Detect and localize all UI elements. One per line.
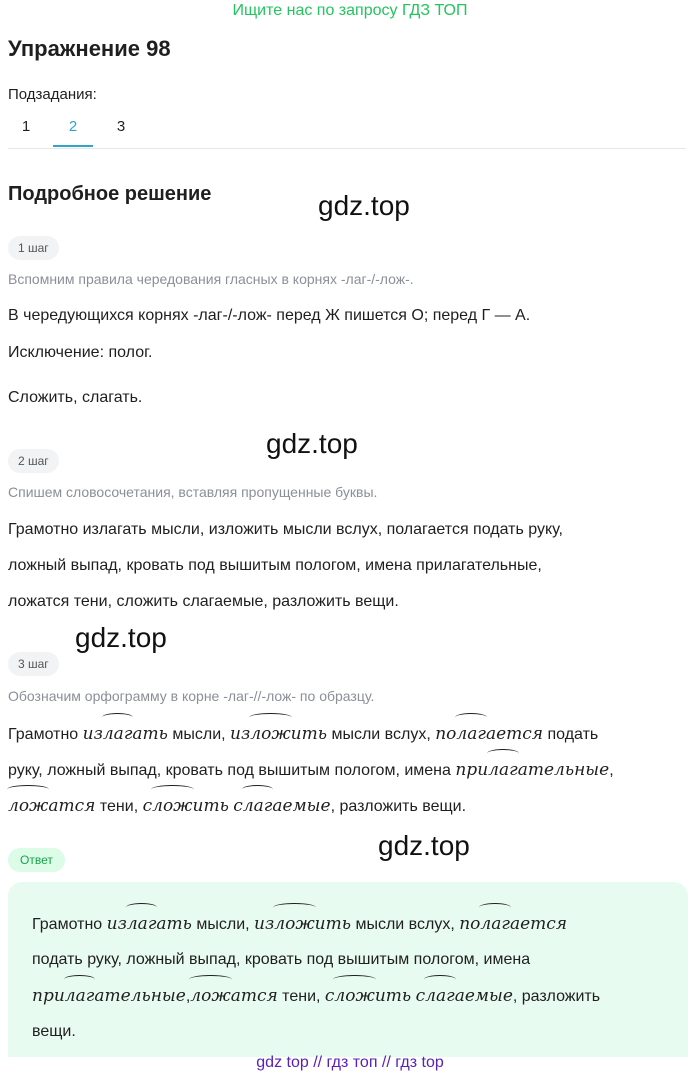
page-title: Упражнение 98 bbox=[8, 36, 171, 61]
morpheme-word: ложатся bbox=[190, 986, 277, 1006]
tab-subtask-1[interactable]: 1 bbox=[21, 118, 31, 135]
step-text: ложатся тени, сложить слагаемые, разложить вещи. bbox=[8, 593, 399, 610]
step-badge: 1 шаг bbox=[8, 236, 59, 260]
morpheme-word: слагаемые bbox=[233, 796, 330, 816]
root-mark: лож bbox=[250, 716, 290, 752]
root-mark: лаг bbox=[425, 978, 455, 1014]
root-mark: лаг bbox=[127, 906, 157, 942]
morpheme-word: прилагательные bbox=[455, 760, 609, 780]
tabs-divider bbox=[8, 148, 686, 149]
active-tab-indicator bbox=[53, 145, 93, 147]
root-mark: лаг bbox=[456, 716, 486, 752]
root-mark: лож bbox=[274, 906, 314, 942]
root-mark: лаг bbox=[65, 978, 95, 1014]
step-text: Исключение: полог. bbox=[8, 344, 153, 361]
tab-subtask-3[interactable]: 3 bbox=[116, 118, 126, 135]
step-text: В чередующихся корнях -лаг-/-лож- перед Ж пишется О; перед Г — А. bbox=[8, 307, 531, 324]
step-text: Грамотно излагать мысли, изложить мысли вслух, полагается подать bbox=[8, 716, 688, 753]
step-text: ложатся тени, сложить слагаемые, разложить вещи. bbox=[8, 788, 688, 825]
step-badge: 3 шаг bbox=[8, 652, 59, 676]
morpheme-word: полагается bbox=[435, 724, 543, 744]
morpheme-word: прилагательные bbox=[32, 986, 186, 1006]
step-text: Грамотно излагать мысли, изложить мысли вслух, полагается подать руку, bbox=[8, 521, 563, 538]
solution-title: Подробное решение bbox=[8, 183, 212, 205]
root-mark: лаг bbox=[488, 752, 518, 788]
step-text: ложный выпад, кровать под вышитым пологом, имена прилагательные, bbox=[8, 557, 542, 574]
tab-subtask-2[interactable]: 2 bbox=[68, 118, 78, 135]
answer-text: прилагательные,ложатся тени, сложить слагаемые, разложить bbox=[32, 978, 600, 1015]
morpheme-word: изложить bbox=[230, 724, 327, 744]
root-mark: лож bbox=[8, 788, 48, 824]
morpheme-word: излагать bbox=[107, 914, 192, 934]
morpheme-word: полагается bbox=[459, 914, 567, 934]
answer-text: Грамотно излагать мысли, изложить мысли вслух, полагается bbox=[32, 906, 567, 943]
step-badge: 2 шаг bbox=[8, 449, 59, 473]
root-mark: лаг bbox=[480, 906, 510, 942]
answer-badge: Ответ bbox=[8, 848, 65, 872]
step-hint: Обозначим орфограмму в корне -лаг-//-лож- по образцу. bbox=[8, 688, 375, 704]
morpheme-word: изложить bbox=[254, 914, 351, 934]
answer-text: вещи. bbox=[32, 1023, 76, 1040]
footer-watermark: gdz top // гдз топ // гдз top bbox=[256, 1054, 444, 1071]
step-text: Сложить, слагать. bbox=[8, 389, 143, 406]
step-hint: Вспомним правила чередования гласных в корнях -лаг-/-лож-. bbox=[8, 271, 414, 287]
watermark: gdz.top bbox=[75, 622, 167, 653]
morpheme-word: ложатся bbox=[8, 796, 95, 816]
step-hint: Спишем словосочетания, вставляя пропущенные буквы. bbox=[8, 484, 378, 500]
root-mark: лаг bbox=[243, 788, 273, 824]
answer-text: подать руку, ложный выпад, кровать под вышитым пологом, имена bbox=[32, 951, 531, 968]
watermark: gdz.top bbox=[378, 830, 470, 861]
morpheme-word: сложить bbox=[143, 796, 229, 816]
root-mark: лож bbox=[334, 978, 374, 1014]
subtasks-label: Подзадания: bbox=[8, 86, 97, 103]
root-mark: лаг bbox=[103, 716, 133, 752]
step-text: руку, ложный выпад, кровать под вышитым пологом, имена прилагательные, bbox=[8, 752, 688, 789]
root-mark: лож bbox=[152, 788, 192, 824]
morpheme-word: излагать bbox=[83, 724, 168, 744]
watermark: gdz.top bbox=[318, 190, 410, 221]
root-mark: лож bbox=[190, 978, 230, 1014]
watermark: gdz.top bbox=[266, 428, 358, 459]
morpheme-word: сложить bbox=[325, 986, 411, 1006]
promo-banner: Ищите нас по запросу ГДЗ ТОП bbox=[232, 2, 468, 19]
morpheme-word: слагаемые bbox=[416, 986, 513, 1006]
